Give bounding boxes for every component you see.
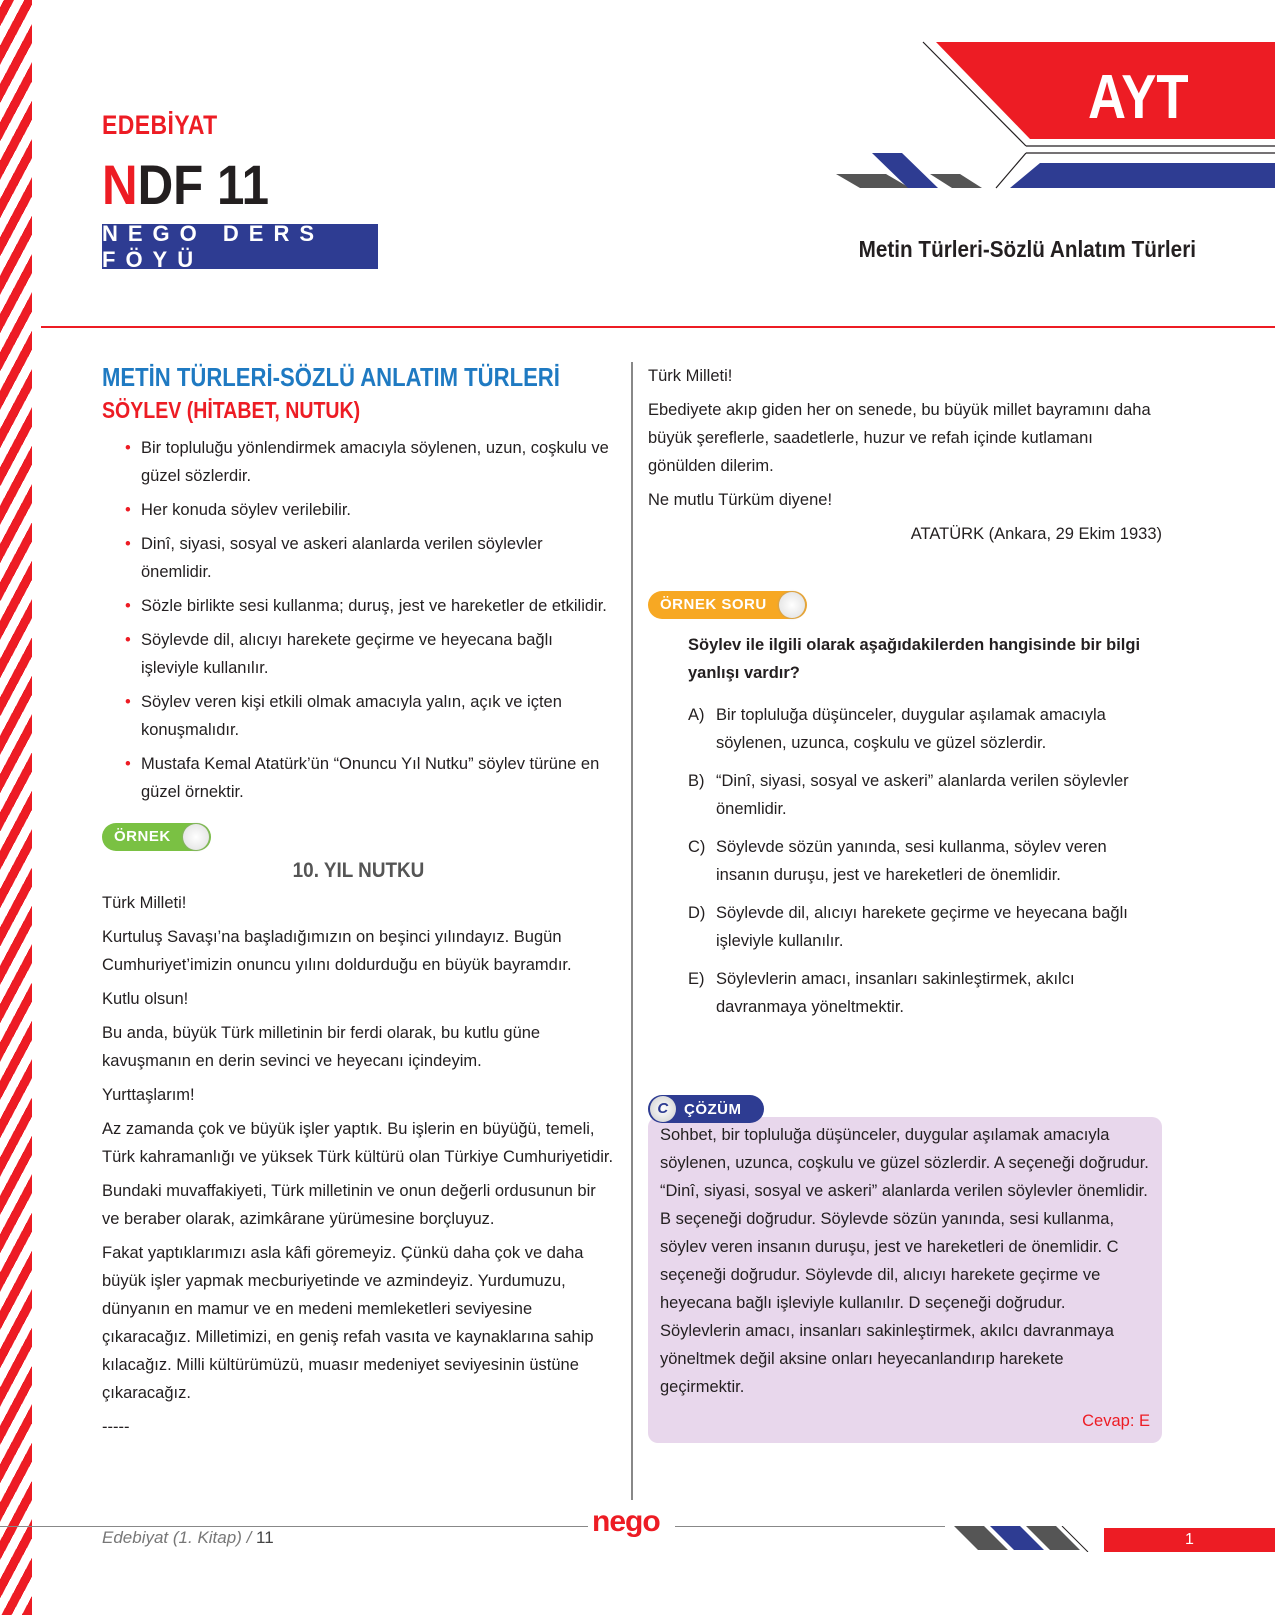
- ayt-banner: [830, 36, 1275, 196]
- paragraph: Ebediyete akıp giden her on senede, bu büyük millet bayramını daha büyük şereflerle, saadetlerle, huzur ve refah içinde kutlamanı gönülden dilerim.: [648, 401, 1151, 475]
- option-e: E) Söylevlerin amacı, insanları sakinleştirmek, akılcı davranmaya yöneltmektir.: [688, 969, 1075, 1016]
- bullet-list: [141, 434, 615, 806]
- list-item: • Dinî, siyasi, sosyal ve askeri alanlarda verilen söylevler önemlidir.: [141, 530, 615, 586]
- list-item: • Mustafa Kemal Atatürk’ün “Onuncu Yıl Nutku” söylev türüne en güzel örnektir.: [141, 750, 615, 806]
- list-item: • Söylev veren kişi etkili olmak amacıyla yalın, açık ve içten konuşmalıdır.: [141, 688, 615, 744]
- list-item: • Söylevde dil, alıcıyı harekete geçirme ve heyecana bağlı işleviyle kullanılır.: [141, 626, 615, 682]
- paragraph: Yurttaşlarım!: [102, 1085, 195, 1104]
- option-c: C) Söylevde sözün yanında, sesi kullanma, söylev veren insanın duruşu, jest ve hareketleri de önemlidir.: [688, 837, 1107, 884]
- paragraph: Az zamanda çok ve büyük işler yaptık. Bu işlerin en büyüğü, temeli, Türk kahramanlığı ve yüksek Türk kültürü olan Türkiye Cumhuriyetidir.: [102, 1119, 614, 1166]
- example-badge: ÖRNEK: [102, 823, 211, 851]
- badge-knob-icon: [779, 592, 805, 618]
- subject-label: EDEBİYAT: [102, 110, 218, 140]
- topic-title: Metin Türleri-Sözlü Anlatım Türleri: [858, 236, 1196, 262]
- signature: ATATÜRK (Ankara, 29 Ekim 1933): [910, 525, 1162, 543]
- option-a: A) Bir topluluğa düşünceler, duygular aşılamak amacıyla söylenen, uzunca, coşkulu ve güzel sözlerdir.: [688, 705, 1106, 752]
- paragraph: Bundaki muvaffakiyeti, Türk milletinin ve onun değerli ordusunun bir ve beraber olarak, azimkârane yürümesine borçluyuz.: [102, 1181, 596, 1228]
- right-column: [648, 362, 1162, 1443]
- column-divider: [631, 362, 633, 1500]
- footer-book: Edebiyat (1. Kitap) / 11: [102, 1528, 274, 1547]
- paragraph: Kutlu olsun!: [102, 989, 189, 1008]
- option-d: D) Söylevde dil, alıcıyı harekete geçirme ve heyecana bağlı işleviyle kullanılır.: [688, 903, 1128, 950]
- list-item: • Sözle birlikte sesi kullanma; duruş, jest ve hareketler de etkilidir.: [141, 592, 615, 620]
- paragraph: Kurtuluş Savaşı’na başladığımızın on beşinci yılındayız. Bugün Cumhuriyet’imizin onuncu yılını doldurduğu en büyük bayramdır.: [102, 927, 572, 974]
- paragraph: -----: [102, 1417, 130, 1436]
- list-item: • Her konuda söylev verilebilir.: [141, 496, 615, 524]
- paragraph: Bu anda, büyük Türk milletinin bir ferdi olarak, bu kutlu güne kavuşmanın en derin sevinci ve heyecanı içindeyim.: [102, 1023, 541, 1070]
- section-subtitle: SÖYLEV (HİTABET, NUTUK): [102, 397, 361, 423]
- footer-line: [0, 1526, 588, 1527]
- badge-knob-icon: [183, 824, 209, 850]
- footer-stripes: [950, 1526, 1110, 1552]
- booklet-code: NDF 11: [102, 153, 270, 216]
- list-item: • Bir topluluğu yönlendirmek amacıyla söylenen, uzun, coşkulu ve güzel sözlerdir.: [141, 434, 615, 490]
- answer-label: Cevap: E: [1082, 1412, 1150, 1430]
- paragraph: Ne mutlu Türküm diyene!: [648, 491, 833, 509]
- question-badge: ÖRNEK SORU: [648, 591, 807, 619]
- paragraph: Türk Milleti!: [102, 893, 187, 912]
- solution-icon: C: [650, 1096, 676, 1122]
- solution-text: Sohbet, bir topluluğa düşünceler, duygular aşılamak amacıyla söylenen, uzunca, coşkulu ve güzel sözlerdir. A seçeneği doğrudur. “Dinî, siyasi, sosyal ve askeri” alanlarda verilen söylevler önemlidir. B seçeneği doğrudur. Söylevde sözün yanında, sesi kullanma, söylev veren insanın duruşu, jest ve hareketleri de önemlidir. C seçeneği doğrudur. Söylevde dil, alıcıyı harekete geçirme ve heyecana bağlı işleviyle kullanılır. D seçeneği doğrudur. Söylevlerin amacı, insanları sakinleştirmek, akılcı davranmaya yöneltmek değil aksine onları heyecanlandırıp harekete geçirmektir.: [660, 1126, 1149, 1396]
- decorative-stripe: [0, 0, 32, 1615]
- series-label: NEGO DERS FÖYÜ: [102, 224, 378, 269]
- left-column: [102, 362, 615, 1447]
- page-number: 1: [1104, 1528, 1275, 1552]
- option-b: B) “Dinî, siyasi, sosyal ve askeri” alanlarda verilen söylevler önemlidir.: [688, 771, 1129, 818]
- paragraph: Fakat yaptıklarımızı asla kâfi göremeyiz. Çünkü daha çok ve daha büyük işler yapmak mecburiyetinde ve azmindeyiz. Yurdumuzu, dünyanın en mamur ve en medeni memleketleri seviyesine çıkaracağız. Milletimizi, en geniş refah vasıta ve kaynaklarına sahip kılacağız. Milli kültürümüzü, muasır medeniyet seviyesinin üstüne çıkaracağız.: [102, 1243, 594, 1402]
- solution-box: [648, 1117, 1162, 1443]
- header-divider: [41, 326, 1275, 328]
- nego-logo: nego: [592, 1505, 660, 1538]
- footer-line: [675, 1526, 945, 1527]
- exam-label: AYT: [1088, 63, 1189, 132]
- solution-badge: C ÇÖZÜM: [648, 1095, 764, 1123]
- paragraph: Türk Milleti!: [648, 367, 733, 385]
- speech-title: 10. YIL NUTKU: [292, 858, 425, 882]
- question-text: Söylev ile ilgili olarak aşağıdakilerden hangisinde bir bilgi yanlışı vardır?: [688, 635, 1141, 682]
- section-title: METİN TÜRLERİ-SÖZLÜ ANLATIM TÜRLERİ: [102, 362, 560, 392]
